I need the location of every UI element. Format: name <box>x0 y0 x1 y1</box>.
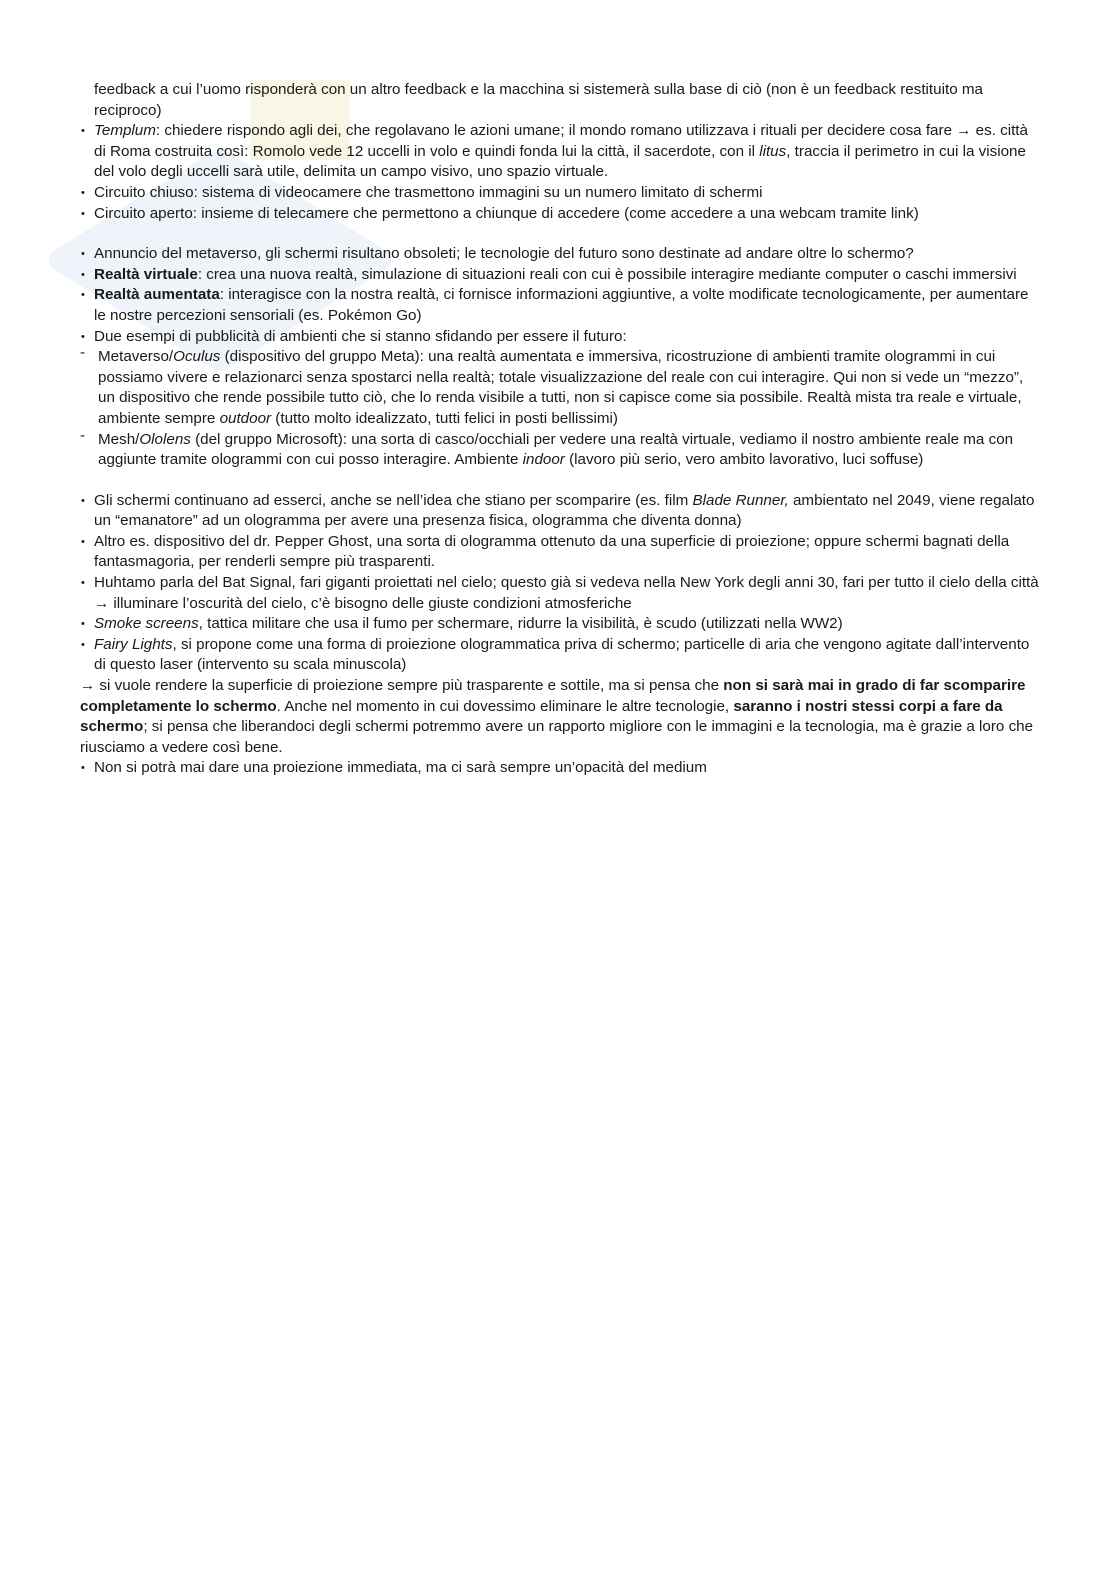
section-gap <box>80 471 1040 491</box>
paragraph: → si vuole rendere la superficie di proiezione sempre più trasparente e sottile, ma si pensa che non si sarà mai in grado di far scomparire completamente lo schermo. Anche nel momento in cui dovessimo eliminare le altre tecnologie, saranno i nostri stessi corpi a fare da schermo; si pensa che liberandoci degli schermi potremmo avere un rapporto migliore con le immagini e la tecnologia, ma è grazie a loro che riusciamo a vedere così bene. <box>80 677 1034 756</box>
bullet-item: • Altro es. dispositivo del dr. Pepper Ghost, una sorta di ologramma ottenuto da una superficie di proiezione; oppure schermi bagnati della fantasmagoria, per renderli sempre più trasparenti. <box>80 532 1040 573</box>
bullet-item: • Non si potrà mai dare una proiezione immediata, ma ci sarà sempre un’opacità del medium <box>80 758 1040 779</box>
section-gap <box>80 224 1040 244</box>
bullet-item: • Circuito aperto: insieme di telecamere che permettono a chiunque di accedere (come accedere a una webcam tramite link) <box>80 204 1040 225</box>
document-body <box>80 80 1040 779</box>
dash-item: - Metaverso/Oculus (dispositivo del gruppo Meta): una realtà aumentata e immersiva, ricostruzione di ambienti tramite ologrammi in cui possiamo vivere e relazionarci senza spostarci nella realtà; totale visualizzazione del reale con cui interagire. Qui non si vede un “mezzo”, un dispositivo che rende possibile tutto ciò, che lo renda visibile a tutti, non si capisce come sia possibile. Realtà mista tra reale e virtuale, ambiente sempre outdoor (tutto molto idealizzato, tutti felici in posti bellissimi) <box>80 347 1040 429</box>
bullet-item: • Templum: chiedere rispondo agli dei, che regolavano le azioni umane; il mondo romano utilizzava i rituali per decidere cosa fare → es. città di Roma costruita così: Romolo vede 12 uccelli in volo e quindi fonda lui la città, il sacerdote, con il litus, traccia il perimetro in cui la visione del volo degli uccelli sarà utile, delimita un campo visivo, uno spazio virtuale. <box>80 121 1040 183</box>
continued-paragraph: feedback a cui l’uomo risponderà con un altro feedback e la macchina si sistemerà sulla base di ciò (non è un feedback restituito ma reciproco) <box>94 81 983 119</box>
bullet-item: • Realtà aumentata: interagisce con la nostra realtà, ci fornisce informazioni aggiuntive, a volte modificate tecnologicamente, per aumentare le nostre percezioni sensoriali (es. Pokémon Go) <box>80 285 1040 326</box>
bullet-item: • Smoke screens, tattica militare che usa il fumo per schermare, ridurre la visibilità, è scudo (utilizzati nella WW2) <box>80 614 1040 635</box>
bullet-item: • Gli schermi continuano ad esserci, anche se nell’idea che stiano per scomparire (es. film Blade Runner, ambientato nel 2049, viene regalato un “emanatore” ad un ologramma per avere una presenza fisica, ologramma che diventa donna) <box>80 491 1040 532</box>
bullet-item: • Due esempi di pubblicità di ambienti che si stanno sfidando per essere il futuro: <box>80 327 1040 348</box>
bullet-item: • Realtà virtuale: crea una nuova realtà, simulazione di situazioni reali con cui è possibile interagire mediante computer o caschi immersivi <box>80 265 1040 286</box>
bullet-item: • Circuito chiuso: sistema di videocamere che trasmettono immagini su un numero limitato di schermi <box>80 183 1040 204</box>
dash-item: - Mesh/Ololens (del gruppo Microsoft): una sorta di casco/occhiali per vedere una realtà virtuale, vediamo il nostro ambiente reale ma con aggiunte tramite ologrammi con cui posso interagire. Ambiente indoor (lavoro più serio, vero ambito lavorativo, luci soffuse) <box>80 430 1040 471</box>
bullet-item: • Fairy Lights, si propone come una forma di proiezione ologrammatica priva di schermo; particelle di aria che vengono agitate dall’intervento di questo laser (intervento su scala minuscola) <box>80 635 1040 676</box>
bullet-item: • Huhtamo parla del Bat Signal, fari giganti proiettati nel cielo; questo già si vedeva nella New York degli anni 30, fari per tutto il cielo della città → illuminare l’oscurità del cielo, c’è bisogno delle giuste condizioni atmosferiche <box>80 573 1040 614</box>
bullet-item: • Annuncio del metaverso, gli schermi risultano obsoleti; le tecnologie del futuro sono destinate ad andare oltre lo schermo? <box>80 244 1040 265</box>
